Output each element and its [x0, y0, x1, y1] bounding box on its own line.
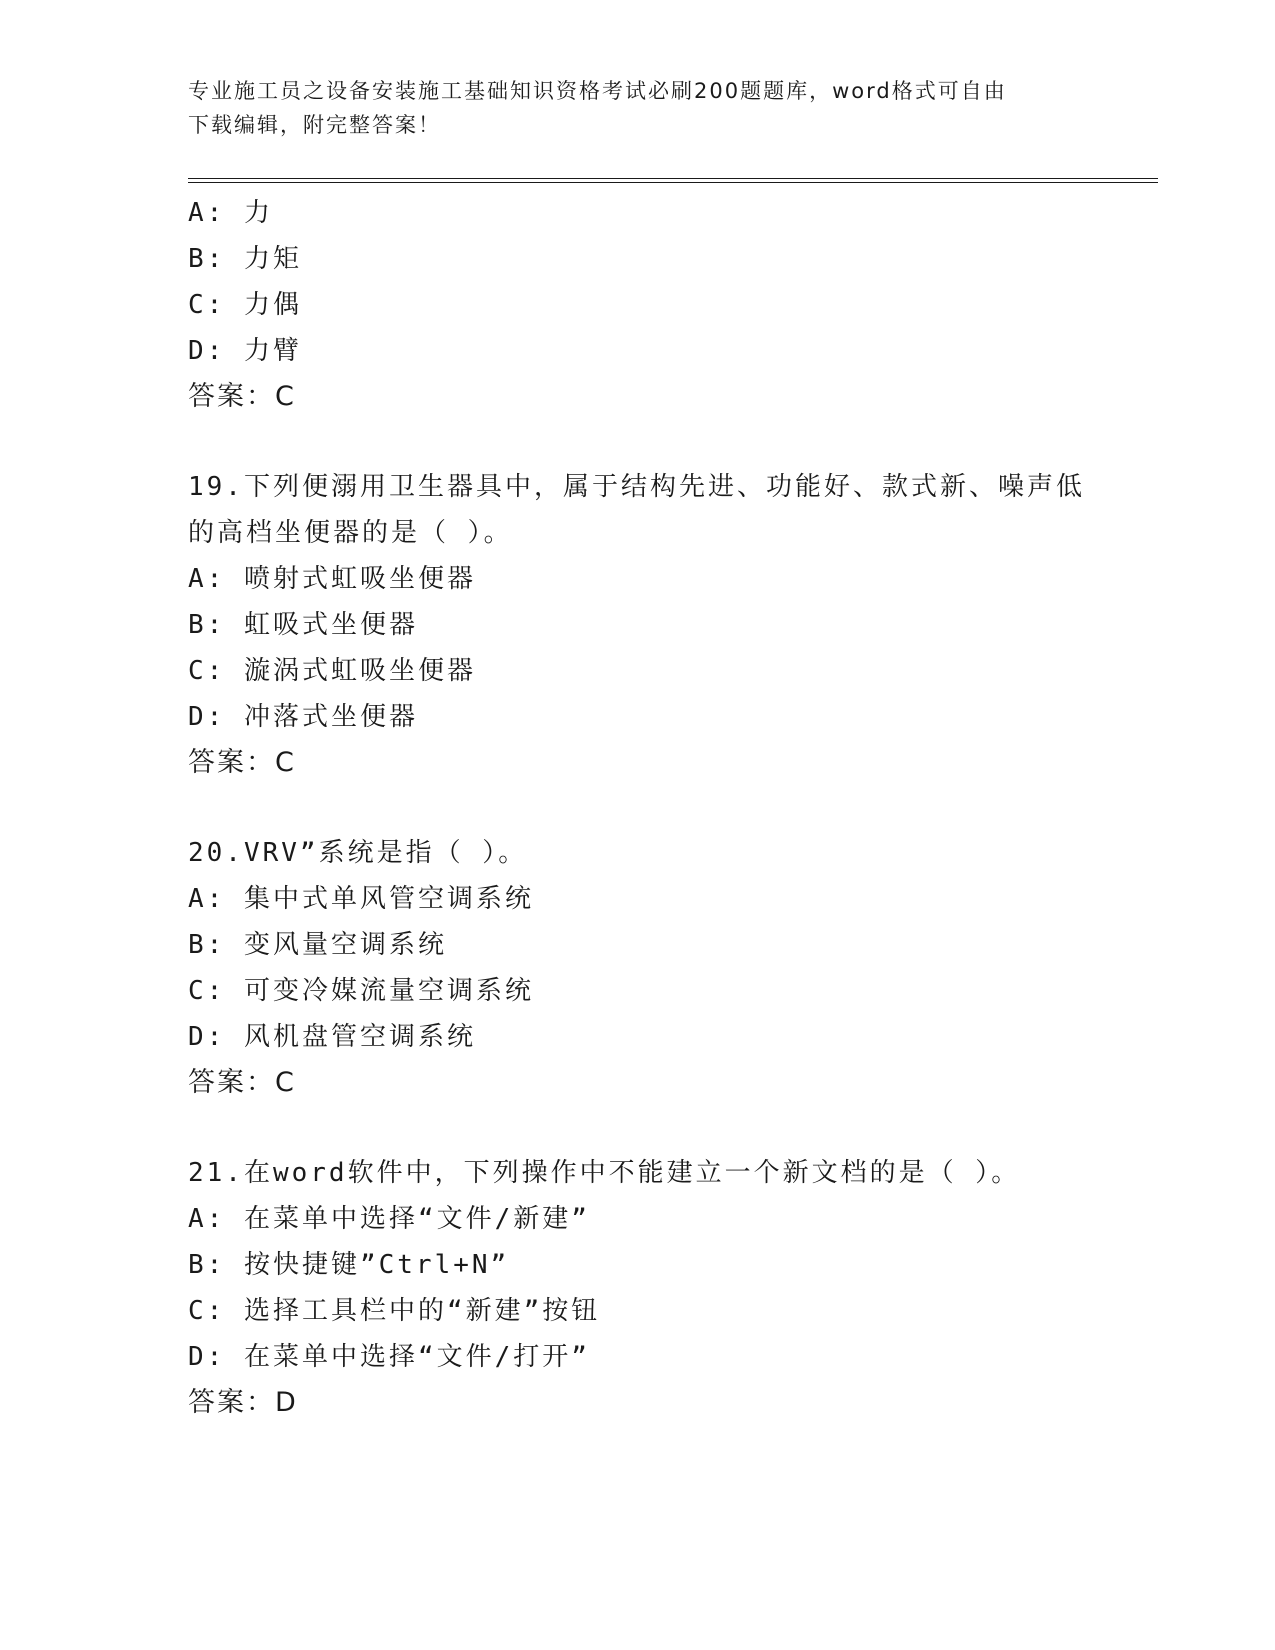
option-a: A: 在菜单中选择“文件/新建” — [188, 1204, 590, 1234]
question-stem-line-1: 20.VRV”系统是指（ ）。 — [188, 838, 528, 868]
question-stem-line-2: 的高档坐便器的是（ ）。 — [188, 518, 513, 548]
answer-line: 答案：C — [188, 1067, 296, 1098]
header-line-1: 专业施工员之设备安装施工基础知识资格考试必刷200题题库，word格式可自由 — [188, 79, 1007, 103]
question-list — [188, 190, 1148, 1426]
option-b: B: 虹吸式坐便器 — [188, 610, 418, 640]
option-a: A: 集中式单风管空调系统 — [188, 884, 534, 914]
question-stem-line-1: 21.在word软件中，下列操作中不能建立一个新文档的是（ ）。 — [188, 1158, 1021, 1188]
option-d: D: 冲落式坐便器 — [188, 702, 418, 732]
option-c: C: 力偶 — [188, 290, 302, 320]
option-b: B: 力矩 — [188, 244, 302, 274]
option-c: C: 可变冷媒流量空调系统 — [188, 976, 534, 1006]
option-d: D: 风机盘管空调系统 — [188, 1022, 476, 1052]
document-header — [188, 74, 1088, 142]
answer-line: 答案：C — [188, 747, 296, 778]
question-block-21 — [188, 1150, 1148, 1426]
question-stem-line-1: 19.下列便溺用卫生器具中，属于结构先进、功能好、款式新、噪声低 — [188, 472, 1085, 502]
option-c: C: 选择工具栏中的“新建”按钮 — [188, 1296, 601, 1326]
header-divider — [188, 178, 1158, 183]
question-gap — [188, 1106, 1148, 1150]
question-gap — [188, 420, 1148, 464]
question-gap — [188, 786, 1148, 830]
question-block-18 — [188, 190, 1148, 420]
option-a: A: 力 — [188, 198, 273, 228]
option-d: D: 力臂 — [188, 336, 302, 366]
header-line-2: 下载编辑，附完整答案！ — [188, 113, 441, 137]
option-b: B: 变风量空调系统 — [188, 930, 447, 960]
question-block-20 — [188, 830, 1148, 1106]
question-block-19 — [188, 464, 1148, 786]
option-a: A: 喷射式虹吸坐便器 — [188, 564, 476, 594]
answer-line: 答案：D — [188, 1387, 298, 1418]
option-d: D: 在菜单中选择“文件/打开” — [188, 1342, 590, 1372]
option-c: C: 漩涡式虹吸坐便器 — [188, 656, 476, 686]
option-b: B: 按快捷键”Ctrl+N” — [188, 1250, 510, 1280]
answer-line: 答案：C — [188, 381, 296, 412]
